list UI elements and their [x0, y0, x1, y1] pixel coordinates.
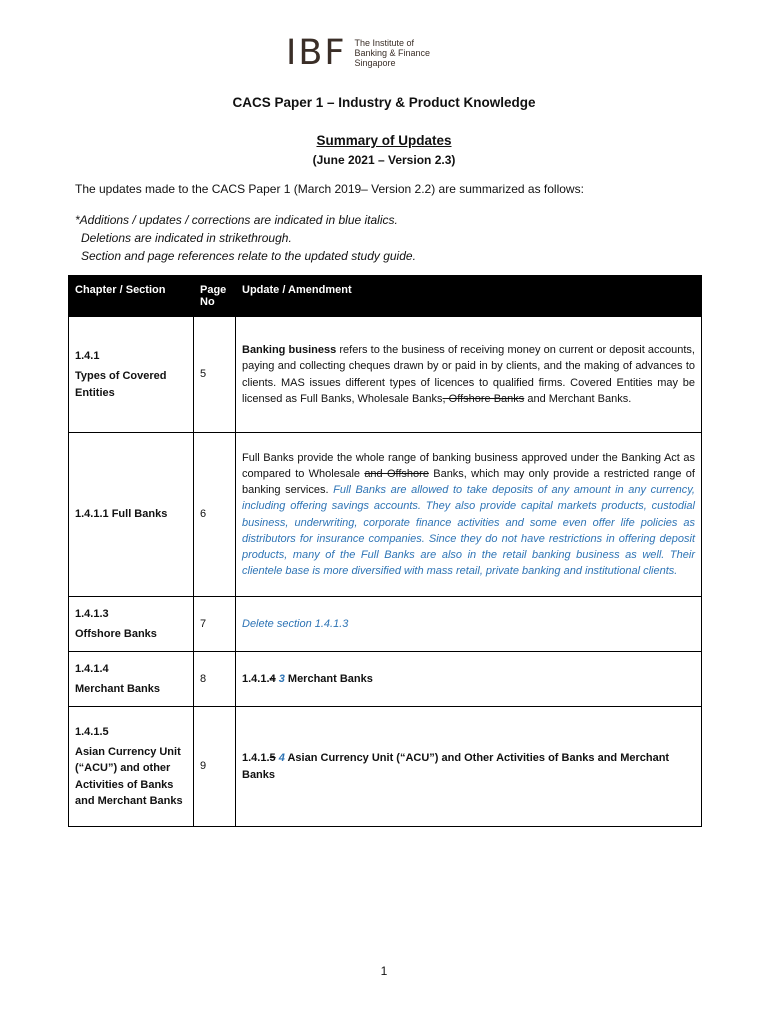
page-number: 1 — [380, 964, 388, 978]
note-additions: *Additions / updates / corrections are indicated in blue italics. — [75, 213, 398, 227]
section-number: 1.4.1.4 — [75, 662, 109, 675]
update-added: 3 — [275, 672, 285, 685]
logo-mark: IBF — [286, 33, 347, 73]
page-cell: 6 — [194, 433, 236, 597]
section-title: Asian Currency Unit (“ACU”) and other Activities of Banks and Merchant Banks — [75, 746, 183, 807]
update-added: 4 — [275, 752, 285, 765]
section-number: 1.4.1.5 — [75, 725, 109, 738]
notes — [75, 211, 416, 265]
update-bold-lead: Banking business — [242, 344, 337, 357]
update-prefix: 1.4.1. — [242, 752, 270, 765]
update-added: Full Banks are allowed to take deposits of any amount in any currency, including offering savings accounts. They also provide capital markets products, custodial business, underwriting, corporate finance activities and some even offer life policies as distributors for insurance companies. Since they do not have restrictions in offering deposit products, many of the Full Banks are also in the retail banking business as well. Their clientele base is more diversified with mass retail, private banking and institutional clients. — [242, 484, 695, 578]
update-cell — [236, 433, 702, 597]
update-deleted: and Offshore — [364, 467, 429, 480]
table-row — [69, 597, 702, 652]
update-added: Delete section 1.4.1.3 — [242, 617, 349, 630]
update-cell — [236, 317, 702, 433]
header-page: Page No — [194, 276, 236, 317]
update-cell — [236, 652, 702, 707]
section-cell — [69, 652, 194, 707]
update-cell — [236, 707, 702, 827]
table-row — [69, 433, 702, 597]
section-title: Merchant Banks — [75, 683, 160, 695]
update-text: refers to the business of receiving money on current or deposit accounts, paying and collecting cheques drawn by or paid in by clients, and the making of advances to clients. MAS issues different types of licences to qualified firms. Covered Entities may be licensed as Full Banks, Wholesale Banks — [242, 344, 695, 405]
header-section: Chapter / Section — [69, 276, 194, 317]
update-cell — [236, 597, 702, 652]
header-update: Update / Amendment — [236, 276, 702, 317]
section-number: 1.4.1 — [75, 350, 100, 363]
section-title: Offshore Banks — [75, 628, 157, 640]
update-prefix: 1.4.1. — [242, 672, 270, 685]
update-deleted: , Offshore Banks — [442, 392, 525, 405]
updates-table — [68, 275, 702, 827]
section-cell — [69, 317, 194, 433]
section-number: 1.4.1.3 — [75, 607, 109, 620]
section-cell — [69, 597, 194, 652]
update-text-end: Merchant Banks — [284, 672, 373, 685]
note-deletions: Deletions are indicated in strikethrough. — [81, 231, 292, 245]
page-cell: 9 — [194, 707, 236, 827]
page-cell: 5 — [194, 317, 236, 433]
page-cell: 8 — [194, 652, 236, 707]
table-row — [69, 652, 702, 707]
note-references: Section and page references relate to the updated study guide. — [81, 249, 416, 263]
document-version: (June 2021 – Version 2.3) — [312, 153, 456, 167]
intro-text: The updates made to the CACS Paper 1 (March 2019– Version 2.2) are summarized as follows: — [75, 182, 584, 196]
table-header-row — [69, 276, 702, 317]
table-row — [69, 317, 702, 433]
update-deleted: 4 — [269, 672, 276, 685]
ibf-logo — [286, 33, 431, 73]
document-title: CACS Paper 1 – Industry & Product Knowledge — [232, 95, 536, 110]
document-subtitle: Summary of Updates — [316, 133, 452, 148]
section-number: 1.4.1.1 Full Banks — [75, 508, 168, 521]
update-text-end: Asian Currency Unit (“ACU”) and Other Activities of Banks and Merchant Banks — [242, 752, 670, 781]
logo-line-1: The Institute of — [354, 38, 415, 48]
update-text: Full Banks provide the whole range of banking business approved under the Banking Act as compared to Wholesale — [242, 451, 695, 480]
logo-line-2: Banking & Finance — [354, 48, 431, 58]
update-text-end: and Merchant Banks. — [524, 392, 632, 405]
logo-line-3: Singapore — [354, 58, 396, 68]
section-title: Types of Covered Entities — [75, 370, 167, 399]
update-deleted: 5 — [269, 752, 276, 765]
logo-text — [354, 38, 430, 68]
section-cell — [69, 433, 194, 597]
section-cell — [69, 707, 194, 827]
page-cell: 7 — [194, 597, 236, 652]
update-text-end: Banks, which may only provide a restricted range of banking services. — [242, 467, 695, 497]
table-row — [69, 707, 702, 827]
